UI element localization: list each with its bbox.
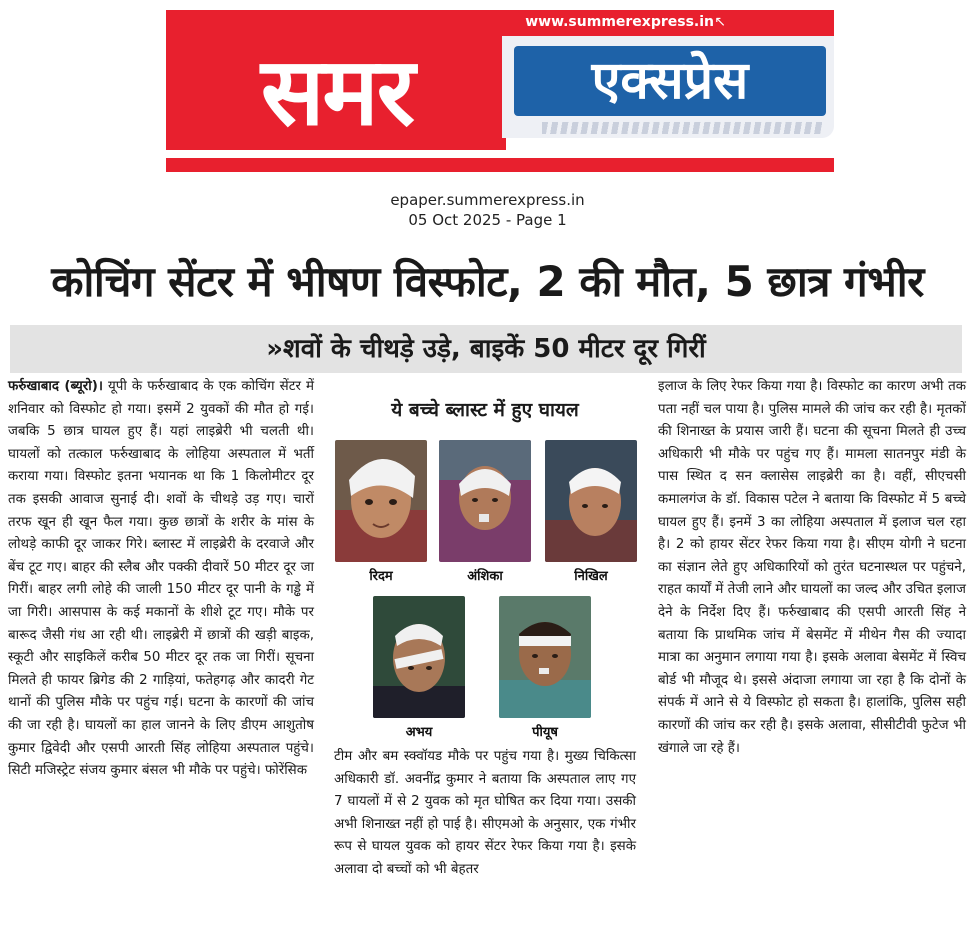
epaper-domain[interactable]: epaper.summerexpress.in [390, 191, 585, 209]
child-photo-image [439, 440, 531, 562]
cursor-arrow-icon: ↖ [714, 14, 726, 30]
child-photo [373, 596, 465, 740]
photo-panel-title: ये बच्चे ब्लास्ट में हुए घायल [391, 399, 579, 421]
site-url[interactable]: www.summerexpress.in [525, 14, 714, 30]
brand-logo-samar: समर [260, 37, 414, 147]
child-name: निखिल [574, 569, 608, 584]
child-name: पीयूष [532, 725, 558, 740]
child-photo-image [373, 596, 465, 718]
epaper-date-page: 05 Oct 2025 - Page 1 [408, 211, 567, 229]
child-photo [499, 596, 591, 740]
epaper-info [0, 190, 975, 230]
column-1-text: यूपी के फर्रुखाबाद के एक कोचिंग सेंटर में शनिवार को विस्फोट हो गया। इसमें 2 युवकों की मौत हो गई। जबकि 5 छात्र घायल हुए हैं। यहां लाइब्रेरी भी चलती थी। घायलों को तत्काल फर्रुखाबाद के लोहिया अस्पताल में भर्ती कराया गया। विस्फोट इतना भयानक था कि 1 किलोमीटर दूर तक इसकी आवाज सुनाई दी। शवों के चीथड़े उड़ गए। चारों तरफ खून ही खून फैल गया। कुछ छात्रों के शरीर के मांस के लोथड़े काफी दूर जाकर गिरे। ब्लास्ट में लाइब्रेरी के दरवाजे और बेंच टूट गए। बाहर की स्लैब और पक्की दीवारें 50 मीटर दूर जा गिरीं। बाहर लगी लोहे की जाली 150 मीटर दूर पानी के गड्ढे में जा गिरी। आसपास के कई मकानों के शीशे टूट गए। मौके पर बारूद जैसी गंध आ रही थी। लाइब्रेरी में छात्रों की खड़ी बाइक, स्कूटी और साइकिलें करीब 50 मीटर दूर तक जा गिरीं। सूचना मिलते ही फायर ब्रिगेड की 2 गाड़ियां, फतेहगढ़ और कादरी गेट थानों की पुलिस मौके पर पहुंच गई। घटना के कारणों की जांच की जा रही है। घायलों का हाल जानने के लिए डीएम आशुतोष कुमार द्विवेदी और एसपी आरती सिंह लोहिया अस्पताल पहुंचे। सिटी मजिस्ट्रेट संजय कुमार बंसल भी मौके पर पहुंचे। फोरेंसिक [8, 379, 314, 779]
child-photo-image [545, 440, 637, 562]
child-name: अभय [405, 725, 433, 740]
article-column-1 [8, 376, 314, 783]
child-name: रिदम [369, 569, 393, 584]
subheadline-bar [10, 325, 962, 373]
child-photo [439, 440, 531, 584]
masthead-bottom-bar [166, 158, 834, 172]
dateline: फर्रुखाबाद (ब्यूरो)। [8, 379, 103, 394]
article-column-3 [658, 376, 966, 760]
injured-children-photo-panel [327, 390, 643, 740]
article-subheadline: »शवों के चीथड़े उड़े, बाइकें 50 मीटर दूर गिरीं [266, 334, 706, 364]
article-column-2 [334, 746, 636, 882]
child-photo-image [499, 596, 591, 718]
column-2-text: टीम और बम स्क्वॉयड मौके पर पहुंच गया है। मुख्य चिकित्सा अधिकारी डॉ. अवनींद्र कुमार ने बताया कि अस्पताल लाए गए 7 घायलों में से 2 युवक को मृत घोषित कर दिया गया। उसकी अभी शिनाख्त नहीं हो पाई है। सीएमओ के अनुसार, एक गंभीर रूप से घायल युवक को हायर सेंटर रेफर किया गया है। इसके अलावा दो बच्चों को भी बेहतर [334, 749, 636, 877]
article-headline: कोचिंग सेंटर में भीषण विस्फोट, 2 की मौत, 5 छात्र गंभीर [51, 257, 924, 306]
masthead-stripes [542, 122, 822, 134]
masthead [166, 10, 834, 172]
column-3-text: इलाज के लिए रेफर किया गया है। विस्फोट का कारण अभी तक पता नहीं चल पाया है। पुलिस मामले की जांच कर रही है। मृतकों की शिनाख्त के प्रयास जारी हैं। घटना की सूचना मिलते ही उच्च अधिकारी भी मौके पर पहुंच गए हैं। मामला सातनपुर मंडी के पास स्थित द सन क्लासेस लाइब्रेरी का है। वहीं, सीएचसी कमालगंज के डॉ. विकास पटेल ने बताया कि विस्फोट में 5 बच्चे घायल हुए हैं। इनमें 3 का लोहिया अस्पताल में इलाज चल रहा है। 2 को हायर सेंटर रेफर किया गया है। सीएम योगी ने घटना का संज्ञान लेते हुए अधिकारियों को तुरंत घटनास्थल पर पहुंचने, राहत कार्यों में तेजी लाने और घायलों का जल्द और उचित इलाज देने के निर्देश दिए हैं। फर्रुखाबाद की एसपी आरती सिंह ने बताया कि प्राथमिक जांच में बेसमेंट में मीथेन गैस की ज्यादा मात्रा का अनुमान लगाया गया है। इसके अलावा बेसमेंट में स्विच बोर्ड भी मौजूद थे। इससे अंदाजा लगाया जा रहा है कि दोनों के संपर्क में आने से ये विस्फोट हो सकता है। हालांकि, पुलिस सही कारणों की जांच कर रही है। इसके अलावा, सीसीटीवी फुटेज भी खंगाले जा रहे हैं। [658, 379, 966, 756]
child-photo [545, 440, 637, 584]
brand-logo-express: एक्सप्रेस [514, 46, 826, 116]
child-name: अंशिका [467, 569, 503, 584]
child-photo-image [335, 440, 427, 562]
child-photo [335, 440, 427, 584]
